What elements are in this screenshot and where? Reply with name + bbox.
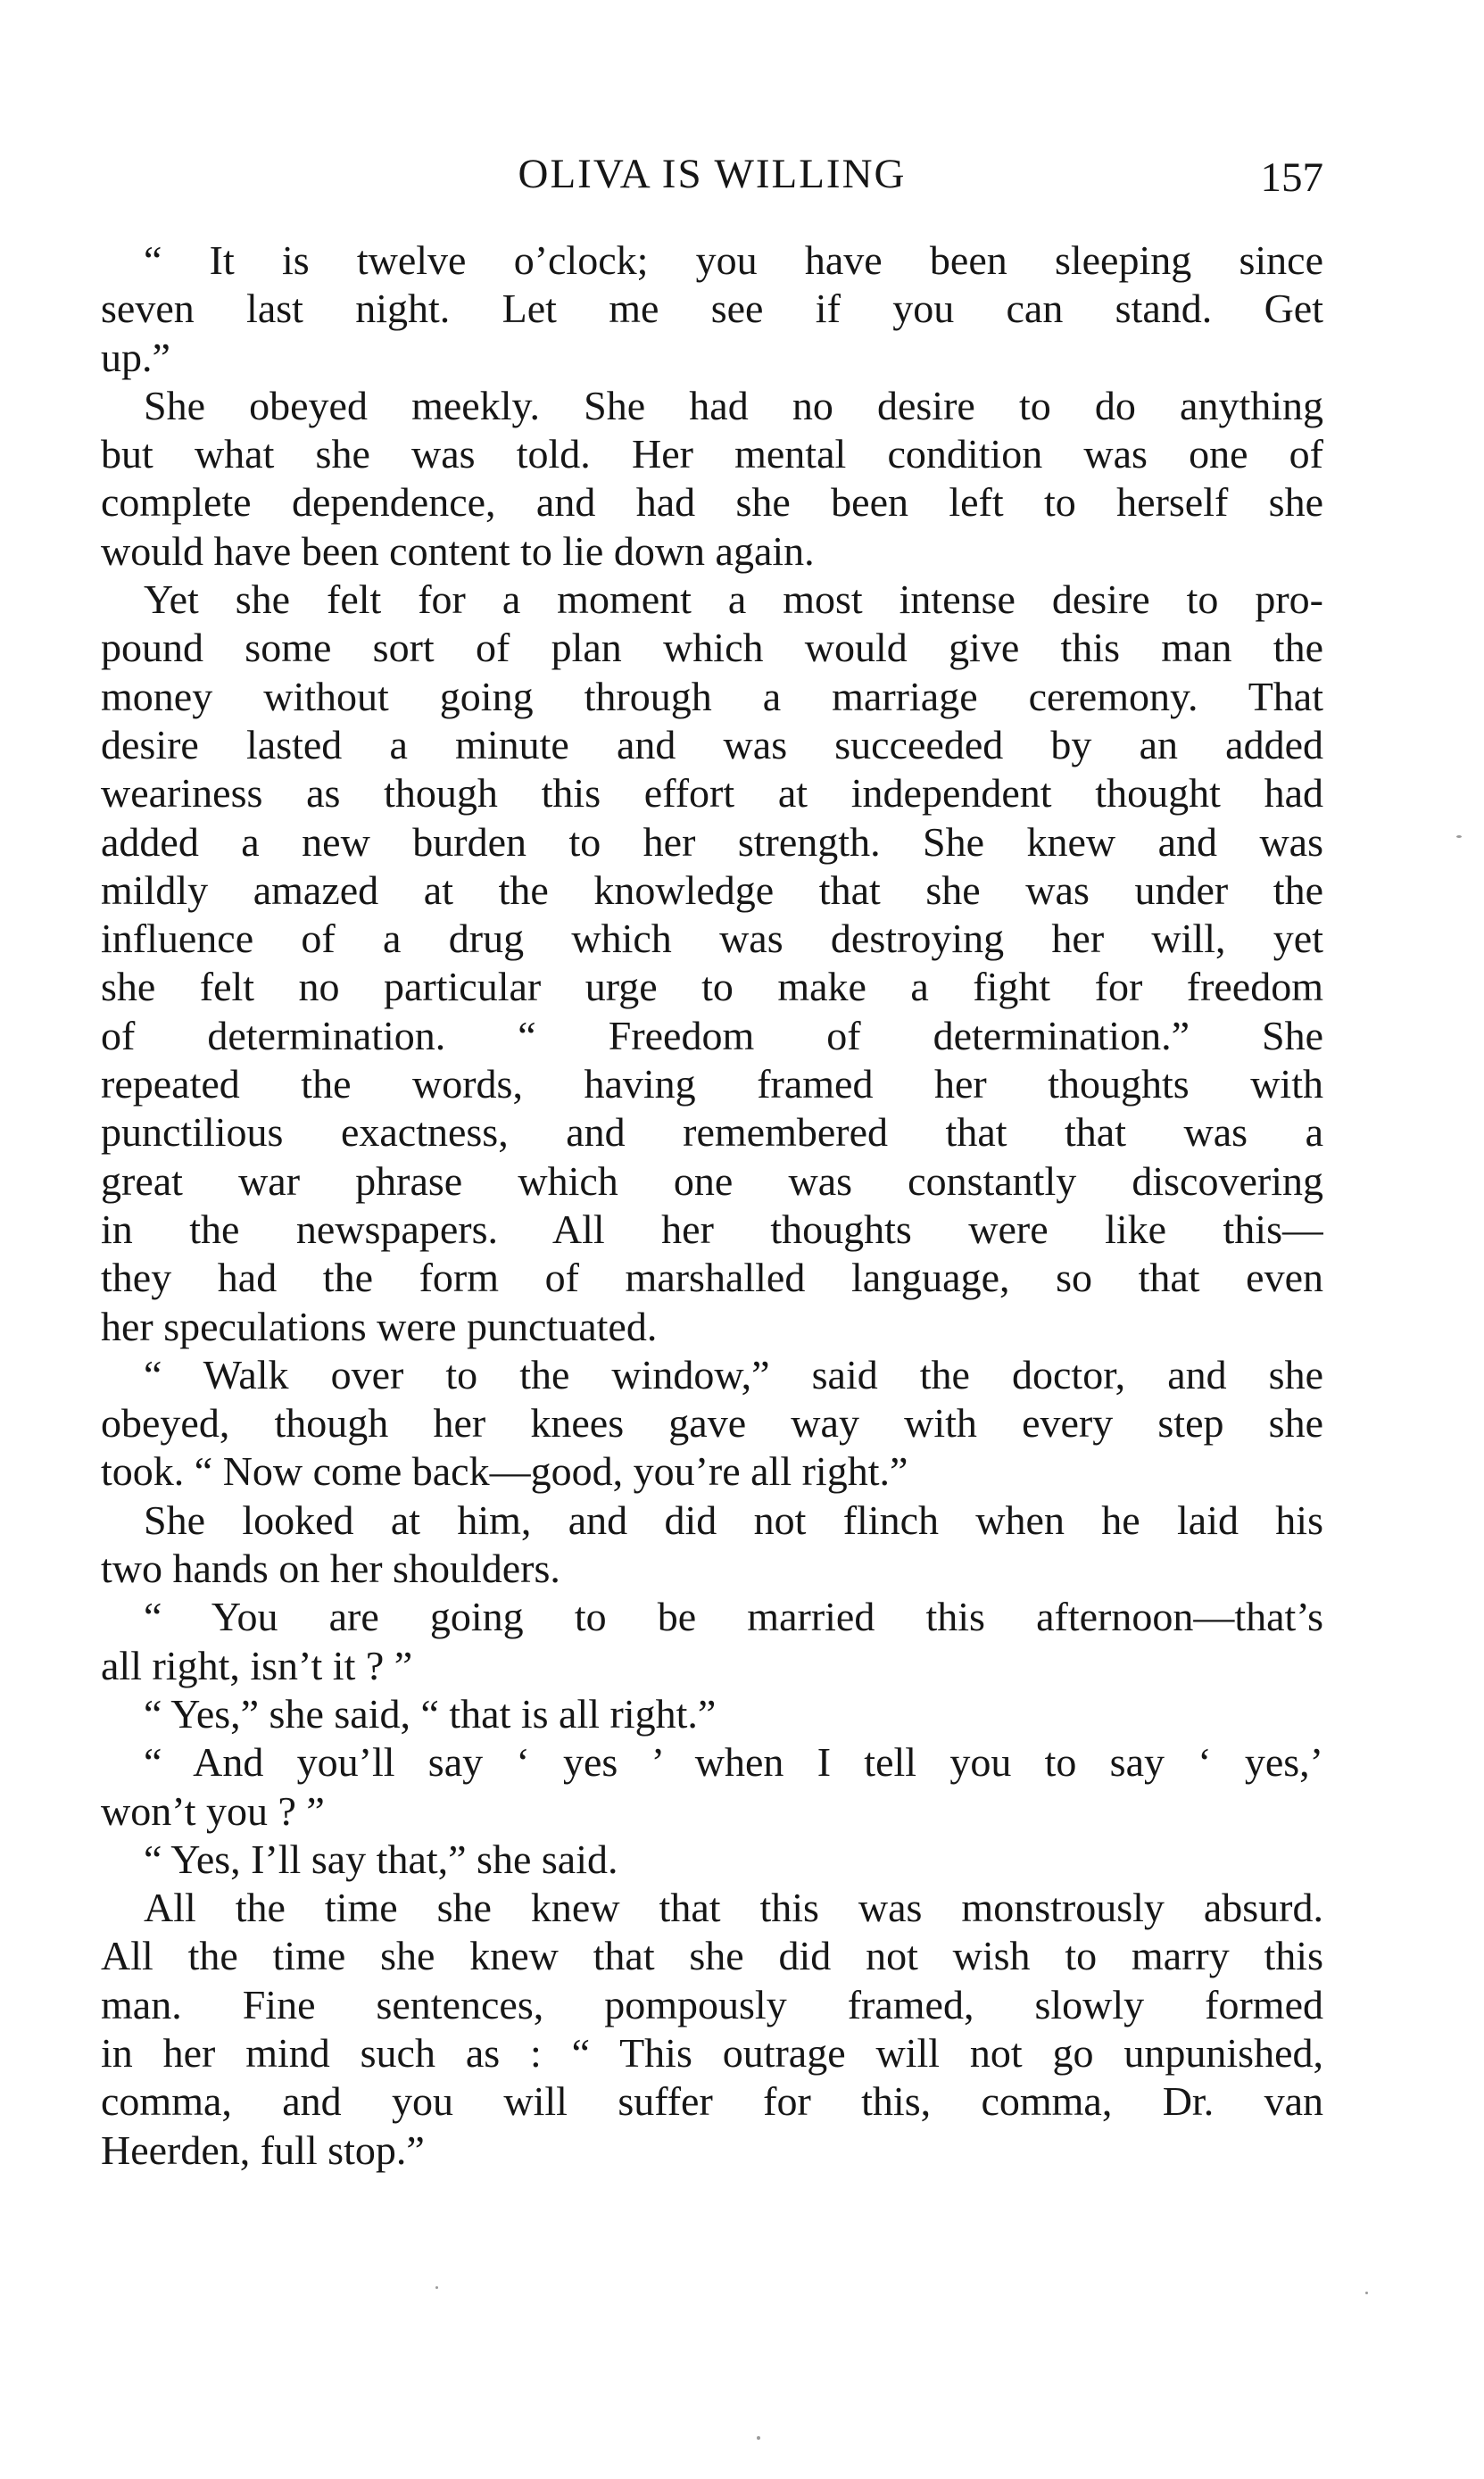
text-line: All the time she knew that this was monstrously absurd.	[144, 1885, 1323, 1931]
text-line: up.”	[101, 334, 170, 380]
text-line: money without going through a marriage ceremony. That	[101, 673, 1323, 719]
paper-speck	[1365, 2292, 1368, 2294]
paper-speck	[1456, 835, 1462, 838]
text-line: “ Yes, I’ll say that,” she said.	[144, 1836, 618, 1882]
text-line: but what she was told. Her mental condition was one of	[101, 431, 1323, 477]
page-number: 157	[1260, 154, 1323, 201]
text-line: “ Walk over to the window,” said the doctor, and she	[144, 1351, 1323, 1397]
page-header	[101, 143, 1323, 205]
text-line: “ It is twelve o’clock; you have been sleeping since	[144, 237, 1323, 283]
text-line: weariness as though this effort at independent thought had	[101, 770, 1323, 817]
text-line: pound some sort of plan which would give this man the	[101, 625, 1323, 671]
paper-speck	[757, 2436, 760, 2440]
text-line: comma, and you will suffer for this, comma, Dr. van	[101, 2078, 1323, 2125]
text-line: punctilious exactness, and remembered that that was a	[101, 1109, 1323, 1156]
text-line: “ And you’ll say ‘ yes ’ when I tell you to say ‘ yes,’	[144, 1739, 1323, 1786]
paper-speck	[435, 2286, 438, 2289]
text-line: All the time she knew that she did not wish to marry this	[101, 1933, 1323, 1979]
text-line: She looked at him, and did not flinch when he laid his	[144, 1497, 1323, 1543]
text-line: in her mind such as : “ This outrage will not go unpunished,	[101, 2029, 1323, 2076]
text-line: won’t you ? ”	[101, 1787, 325, 1834]
body-text	[101, 236, 1323, 2175]
text-line: of determination. “ Freedom of determination.” She	[101, 1012, 1323, 1058]
text-line: great war phrase which one was constantly discovering	[101, 1157, 1323, 1204]
text-line: took. “ Now come back—good, you’re all right.”	[101, 1448, 908, 1495]
text-line: “ You are going to be married this afternoon—that’s	[144, 1594, 1323, 1640]
text-line: repeated the words, having framed her thoughts with	[101, 1061, 1323, 1107]
text-line: “ Yes,” she said, “ that is all right.”	[144, 1690, 717, 1737]
text-line: they had the form of marshalled language, so that even	[101, 1255, 1323, 1301]
text-line: obeyed, though her knees gave way with every step she	[101, 1400, 1323, 1447]
text-line: Yet she felt for a moment a most intense desire to pro-	[144, 576, 1323, 623]
text-line: she felt no particular urge to make a fight for freedom	[101, 964, 1323, 1010]
text-line: man. Fine sentences, pompously framed, slowly formed	[101, 1981, 1323, 2027]
text-line: would have been content to lie down again.	[101, 527, 815, 574]
text-line: influence of a drug which was destroying her will, yet	[101, 916, 1323, 962]
text-line: her speculations were punctuated.	[101, 1303, 658, 1349]
text-line: seven last night. Let me see if you can stand. Get	[101, 286, 1323, 332]
text-line: desire lasted a minute and was succeeded by an added	[101, 721, 1323, 767]
text-line: Heerden, full stop.”	[101, 2127, 425, 2173]
text-line: She obeyed meekly. She had no desire to do anything	[144, 382, 1323, 428]
text-line: in the newspapers. All her thoughts were like this—	[101, 1206, 1323, 1252]
text-line: two hands on her shoulders.	[101, 1546, 560, 1592]
text-line: complete dependence, and had she been left to herself she	[101, 479, 1323, 526]
text-line: added a new burden to her strength. She knew and was	[101, 818, 1323, 865]
text-line: all right, isn’t it ? ”	[101, 1642, 413, 1688]
text-line: mildly amazed at the knowledge that she was under the	[101, 866, 1323, 913]
running-title: OLIVA IS WILLING	[518, 151, 907, 197]
